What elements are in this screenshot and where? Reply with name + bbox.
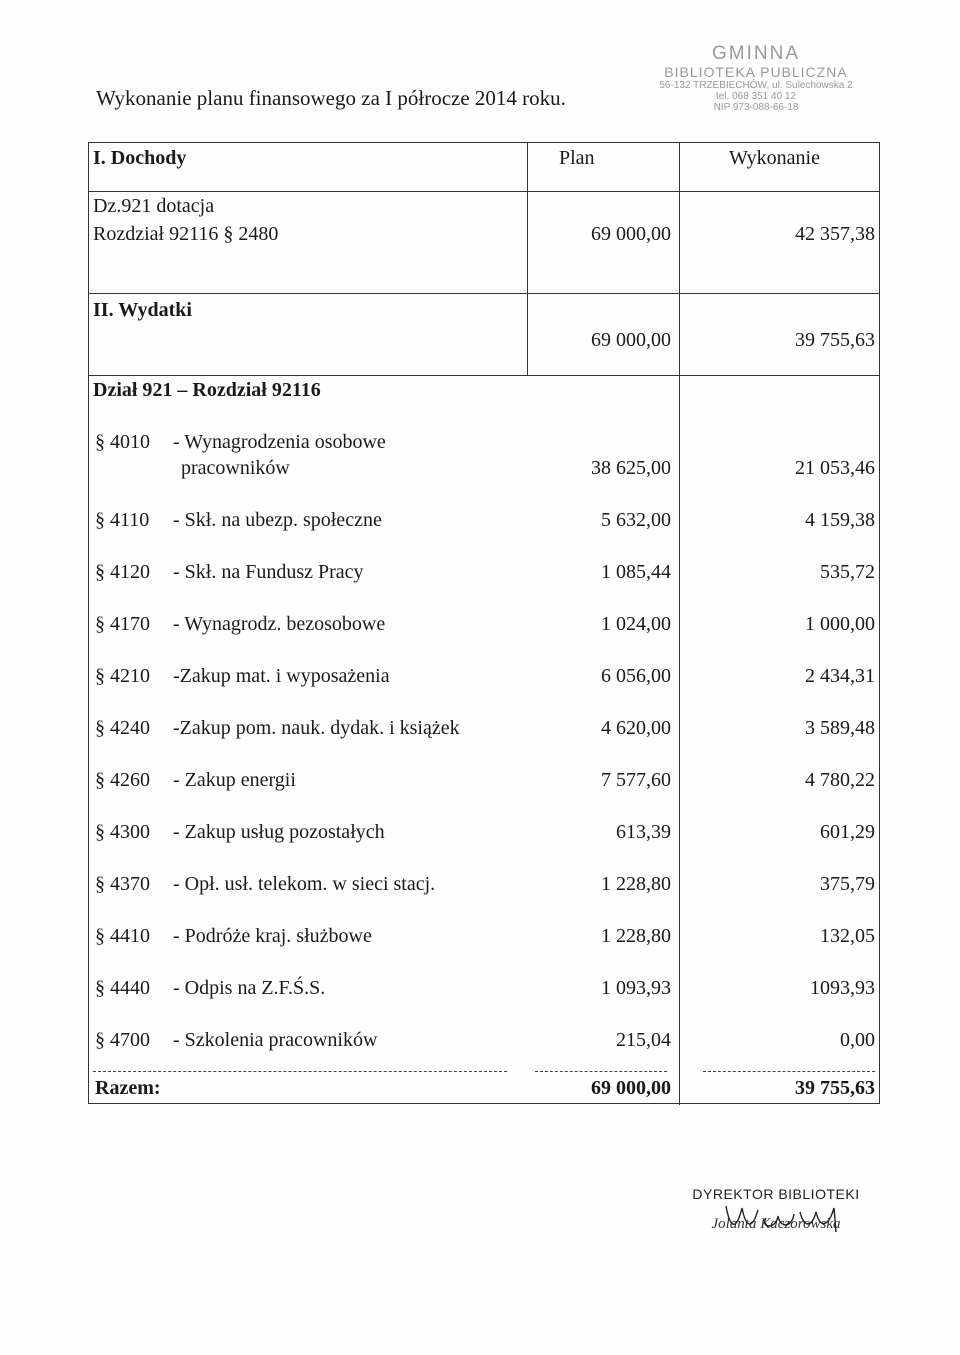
stamp-line-3: 56-132 TRZEBIECHÓW, ul. Sulechowska 2: [659, 80, 853, 92]
row-code: § 4110: [95, 509, 150, 531]
row-plan: 6 056,00: [601, 665, 671, 687]
row-code: § 4010: [95, 431, 150, 453]
total-exec: 39 755,63: [795, 1077, 875, 1099]
expenses-plan: 69 000,00: [591, 329, 671, 351]
financial-table: [88, 142, 880, 1104]
row-plan: 7 577,60: [601, 769, 671, 791]
stamp-line-2: BIBLIOTEKA PUBLICZNA: [664, 63, 848, 80]
expenses-bottom-line: [89, 375, 879, 376]
row-desc: - Odpis na Z.F.Ś.S.: [173, 977, 326, 999]
row-exec: 601,29: [820, 821, 875, 843]
row-plan: 1 228,80: [601, 925, 671, 947]
expenses-exec: 39 755,63: [795, 329, 875, 351]
row-code: § 4440: [95, 977, 150, 999]
row-code: § 4370: [95, 873, 150, 895]
total-label: Razem:: [95, 1077, 161, 1099]
header-underline: [89, 191, 879, 192]
signature-title: DYREKTOR BIBLIOTEKI: [692, 1186, 860, 1202]
col-exec-header: Wykonanie: [729, 147, 820, 169]
row-exec: 375,79: [820, 873, 875, 895]
document-title: Wykonanie planu finansowego za I półrocze 2014 roku.: [96, 86, 566, 110]
row-code: § 4170: [95, 613, 150, 635]
row-plan: 613,39: [616, 821, 671, 843]
handwritten-signature-icon: [716, 1198, 856, 1238]
row-desc: -Zakup mat. i wyposażenia: [173, 665, 390, 687]
row-code: § 4210: [95, 665, 150, 687]
row-desc: - Skł. na Fundusz Pracy: [173, 561, 364, 583]
row-desc: - Skł. na ubezp. społeczne: [173, 509, 382, 531]
row-desc: - Wynagrodzenia osobowe: [173, 431, 386, 453]
row-code: § 4410: [95, 925, 150, 947]
row-exec: 132,05: [820, 925, 875, 947]
row-code: § 4300: [95, 821, 150, 843]
row-desc: - Szkolenia pracowników: [173, 1029, 378, 1051]
row-plan: 215,04: [616, 1029, 671, 1051]
row-exec: 21 053,46: [795, 457, 875, 479]
library-stamp: [636, 44, 876, 113]
income-line-2: Rozdział 92116 § 2480: [93, 223, 279, 245]
row-desc: - Podróże kraj. służbowe: [173, 925, 372, 947]
row-exec: 4 780,22: [805, 769, 875, 791]
row-exec: 0,00: [840, 1029, 875, 1051]
row-plan: 1 024,00: [601, 613, 671, 635]
income-bottom-line: [89, 293, 879, 294]
stamp-line-5: NIP 973-088-66-18: [713, 102, 799, 114]
row-desc: - Opł. usł. telekom. w sieci stacj.: [173, 873, 436, 895]
section-heading: Dział 921 – Rozdział 92116: [93, 379, 321, 401]
stamp-line-4: tel. 068 351 40 12: [715, 91, 797, 103]
row-plan: 1 228,80: [601, 873, 671, 895]
row-desc: - Wynagrodz. bezosobowe: [173, 613, 386, 635]
row-plan: 1 093,93: [601, 977, 671, 999]
dashed-rule-exec: [703, 1071, 875, 1072]
row-exec: 3 589,48: [805, 717, 875, 739]
row-code: § 4240: [95, 717, 150, 739]
row-code: § 4120: [95, 561, 150, 583]
row-desc: - Zakup usług pozostałych: [173, 821, 385, 843]
row-exec: 535,72: [820, 561, 875, 583]
income-heading: I. Dochody: [93, 147, 187, 169]
col-plan-header: Plan: [559, 147, 595, 169]
row-exec: 1093,93: [810, 977, 875, 999]
row-code: § 4700: [95, 1029, 150, 1051]
dashed-rule-desc: [93, 1071, 507, 1072]
row-plan: 38 625,00: [591, 457, 671, 479]
row-exec: 4 159,38: [805, 509, 875, 531]
row-desc-2: pracowników: [181, 457, 290, 479]
total-plan: 69 000,00: [591, 1077, 671, 1099]
signature-block: [676, 1186, 876, 1233]
row-desc: - Zakup energii: [173, 769, 296, 791]
row-desc: -Zakup pom. nauk. dydak. i książek: [173, 717, 460, 739]
row-plan: 5 632,00: [601, 509, 671, 531]
income-plan: 69 000,00: [591, 223, 671, 245]
row-exec: 1 000,00: [805, 613, 875, 635]
row-code: § 4260: [95, 769, 150, 791]
signature-name: Jolanta Kaczorowska: [711, 1216, 841, 1232]
income-exec: 42 357,38: [795, 223, 875, 245]
income-line-1: Dz.921 dotacja: [93, 195, 215, 217]
row-exec: 2 434,31: [805, 665, 875, 687]
stamp-line-1: GMINNA: [712, 43, 800, 64]
dashed-rule-plan: [535, 1071, 667, 1072]
expenses-heading: II. Wydatki: [93, 299, 192, 321]
row-plan: 1 085,44: [601, 561, 671, 583]
row-plan: 4 620,00: [601, 717, 671, 739]
